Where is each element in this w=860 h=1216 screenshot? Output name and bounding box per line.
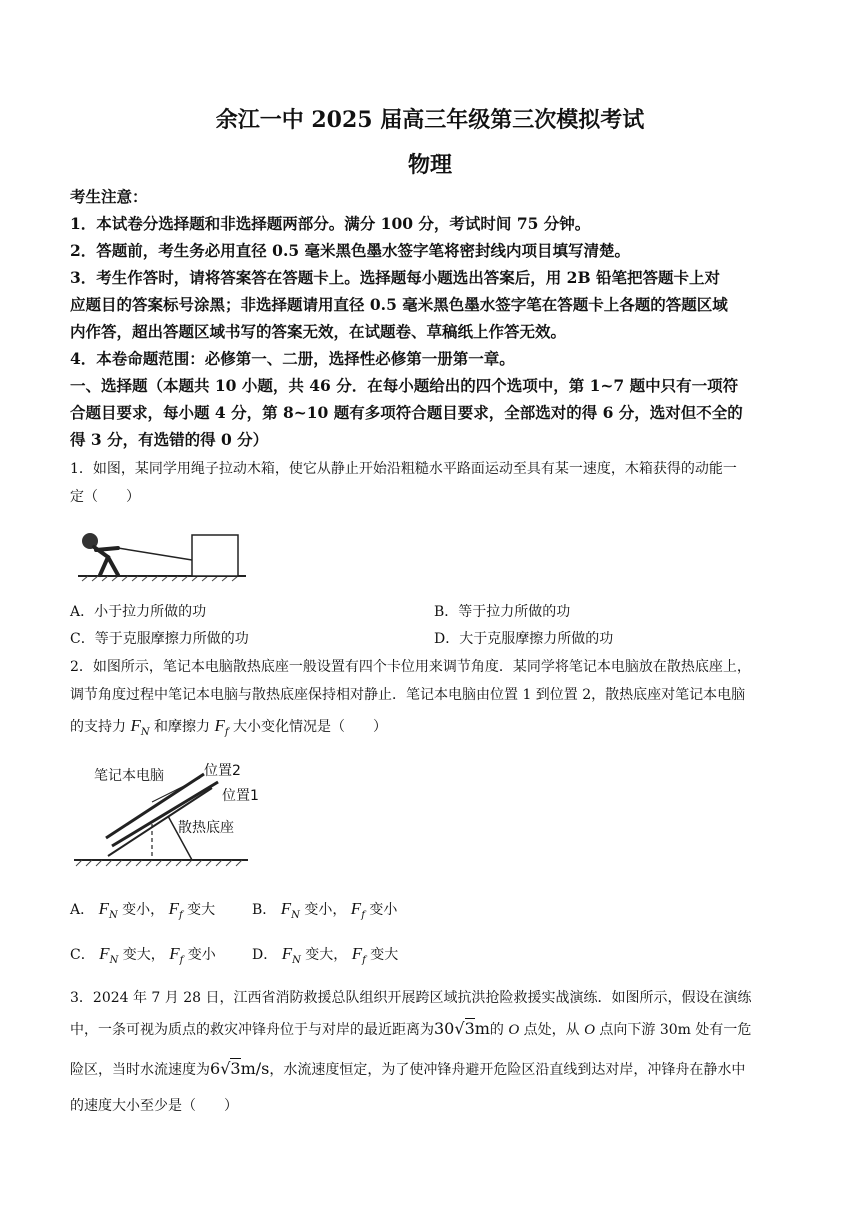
notice-heading: 考生注意： (70, 187, 148, 206)
q1-option-b: B．等于拉力所做的功 (434, 604, 571, 620)
notice-item-3-cont1: 应题目的答案标号涂黑；非选择题请用直径 0.5 毫米黑色墨水签字笔在答题卡上各题的答题区域 (70, 295, 728, 314)
q1-option-a: A．小于拉力所做的功 (70, 604, 207, 620)
q2-label-laptop: 笔记本电脑 (94, 768, 164, 784)
q2-option-a: A． $F_N$ 变小， $F_f$ 变大 (70, 899, 216, 921)
section-heading-line3: 得 3 分，有选错的得 0 分） (70, 430, 269, 449)
section-heading-line2: 合题目要求，每小题 4 分，第 8~10 题有多项符合题目要求，全部选对的得 6 分，选对但不全的 (70, 403, 743, 422)
notice-item-4: 4．本卷命题范围：必修第一、二册，选择性必修第一册第一章。 (70, 349, 515, 368)
q1-stem-line2: 定（ ） (70, 489, 140, 505)
q3-stem-line1: 3．2024 年 7 月 28 日，江西省消防救援总队组织开展跨区域抗洪抢险救援实战演练．如图所示，假设在演练 (70, 990, 752, 1006)
q3-stem-line2: 中，一条可视为质点的救灾冲锋舟位于与对岸的最近距离为30√3m的 O 点处，从 O 点向下游 30m 处有一危 (70, 1019, 752, 1038)
q3-stem-line4: 的速度大小至少是（ ） (70, 1098, 238, 1114)
q1-figure (74, 524, 249, 582)
q2-option-b: B． $F_N$ 变小， $F_f$ 变小 (252, 899, 398, 921)
q1-option-c: C．等于克服摩擦力所做的功 (70, 631, 249, 647)
notice-item-3: 3．考生作答时，请将答案答在答题卡上。选择题每小题选出答案后，用 2B 铅笔把答题卡上对 (70, 268, 720, 287)
q1-option-d: D．大于克服摩擦力所做的功 (434, 631, 614, 647)
q2-label-pos1: 位置1 (222, 788, 259, 804)
notice-item-2: 2．答题前，考生务必用直径 0.5 毫米黑色墨水签字笔将密封线内项目填写清楚。 (70, 241, 631, 260)
q2-stem-line1: 2．如图所示，笔记本电脑散热底座一般设置有四个卡位用来调节角度．某同学将笔记本电脑放在散热底座上， (70, 659, 751, 675)
q3-stem-line3: 险区，当时水流速度为6√3m/s，水流速度恒定，为了使冲锋舟避开危险区沿直线到达对岸，冲锋舟在静水中 (70, 1059, 746, 1078)
notice-item-1: 1．本试卷分选择题和非选择题两部分。满分 100 分，考试时间 75 分钟。 (70, 214, 591, 233)
q2-stem-line2: 调节角度过程中笔记本电脑与散热底座保持相对静止．笔记本电脑由位置 1 到位置 2，散热底座对笔记本电脑 (70, 687, 746, 703)
q2-label-pos2: 位置2 (204, 763, 241, 779)
q2-label-base: 散热底座 (178, 820, 234, 836)
q2-option-c: C． $F_N$ 变大， $F_f$ 变小 (70, 944, 216, 966)
q2-stem-line3: 的支持力 $F_N$ 和摩擦力 $F_f$ 大小变化情况是（ ） (70, 716, 388, 738)
q2-option-d: D． $F_N$ 变大， $F_f$ 变大 (252, 944, 399, 966)
subject-title: 物理 (407, 152, 452, 178)
notice-item-3-cont2: 内作答，超出答题区域书写的答案无效，在试题卷、草稿纸上作答无效。 (70, 322, 567, 341)
q1-stem-line1: 1．如图，某同学用绳子拉动木箱，使它从静止开始沿粗糙水平路面运动至具有某一速度，木箱获得的动能一 (70, 461, 737, 477)
q2-figure (70, 760, 259, 872)
section-heading-line1: 一、选择题（本题共 10 小题，共 46 分．在每小题给出的四个选项中，第 1~7 题中只有一项符 (70, 376, 739, 395)
exam-title: 余江一中 2025 届高三年级第三次模拟考试 (215, 107, 645, 133)
